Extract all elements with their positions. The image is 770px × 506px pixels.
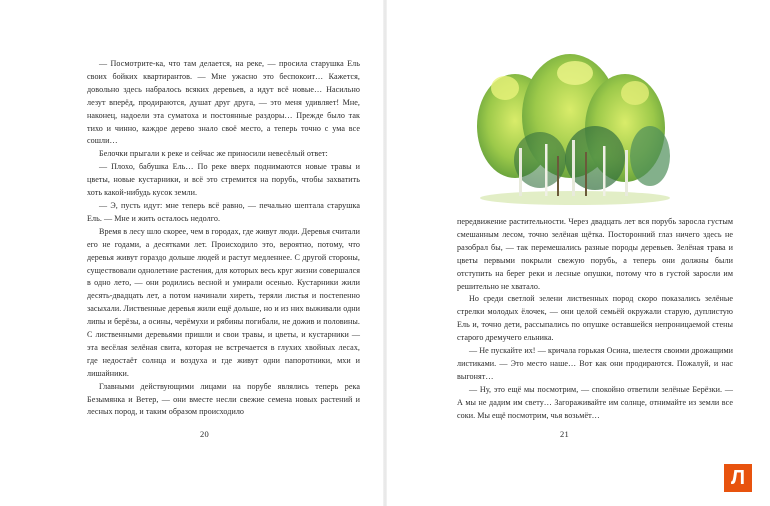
paragraph: — Ну, это ещё мы посмотрим, — спокойно ответили зелёные Берёзки. — А мы не дадим им свету… Загораживайте им солнце, отнимайте из земли все соки. Мы ещё посмотрим, чья возьмёт… (457, 384, 733, 420)
paragraph: — Не пускайте их! — кричала горькая Осина, шелестя своими дрожащими листиками. — Это место наше… Вот как они продираются. Пожалуй, и нас выгонят… (457, 346, 733, 381)
paragraph: — Посмотрите-ка, что там делается, на реке, — просила старушка Ель своих бойких квартирантов. — Мне ужасно это беспокоит… Кажется, довольно здесь набралось всяких деревьев, а идут всё новые… Насильно лезут вперёд, продираются, душат друг друга, — это меня удивляет! Мне, наконец, надоели эта суматоха и постоянные раздоры… Прежде было так тихо и чинно, каждое дерево знало своё место, а теперь точно с ума все сошли… (87, 59, 360, 146)
paragraph: Время в лесу шло скорее, чем в городах, где живут люди. Деревья считали его не годами, а десятками лет. Происходило это, вероятно, потому, что деревья живут гораздо дольше людей и растут медленнее. С другой стороны, существовали однолетние растения, для которых весь круг жизни совершался в одно лето, — они родились весной и умирали осенью. Кустарники жили десять-двадцать лет, а потом начинали хиреть, теряли листья и постепенно засыхали. Лиственные деревья жили ещё дольше, но и из них выживали одни липы и берёзы, а осины, черёмухи и рябины погибали, не дожив и половины. С лиственными деревьями пришли и свои травы, и цветы, и кустарники — эта весёлая зелёная свита, которая не встречается в глухих хвойных лесах, где недостаёт солнца и воздуха и где живут одни папоротники, мхи и лишайники. (87, 226, 360, 378)
paragraph: — Плохо, бабушка Ель… По реке вверх поднимаются новые травы и цветы, новые кустарники, и всё это стремится на порубь, чтобы захватить хоть какой-нибудь кусок земли. (87, 162, 360, 198)
paragraph: передвижение растительности. Через двадцать лет вся порубь заросла густым смешанным лесом, точно зелёная щётка. Посторонний глаз ничего здесь не разобрал бы, — так перемешались разные породы деревьев. Зелёная трава и цветы первыми покрыли свежую порубь, а теперь они должны были отступить на берег реки и лесные опушки, потому что в густой заросли им решительно не хватало. (457, 217, 733, 291)
right-page-text (457, 216, 733, 423)
page-number-right: 21 (560, 429, 570, 439)
paragraph: Но среди светлой зелени лиственных пород скоро показались зелёные стрелки молодых ёлочек, — они целой семьёй окружали старую, дуплистую Ель и, точно дети, рассыпались по опушке оставшейся непроницаемой стены старого дремучего ельника. (457, 294, 733, 343)
paragraph: — Э, пусть идут: мне теперь всё равно, — печально шептала старушка Ель. — Мне и жить осталось недолго. (87, 200, 360, 223)
publisher-logo-icon: Л (724, 464, 752, 492)
right-page (385, 0, 770, 506)
paragraph: Белочки прыгали к реке и сейчас же приносили невесёлый ответ: (99, 149, 328, 159)
page-number-left: 20 (200, 429, 210, 439)
forest-illustration (475, 48, 675, 206)
paragraph: Главными действующими лицами на порубе являлись теперь река Безымянка и Ветер, — они вместе несли свежие семена новых растений и лесных пород, и таким образом происходило (87, 381, 360, 417)
left-page-text (87, 58, 360, 419)
